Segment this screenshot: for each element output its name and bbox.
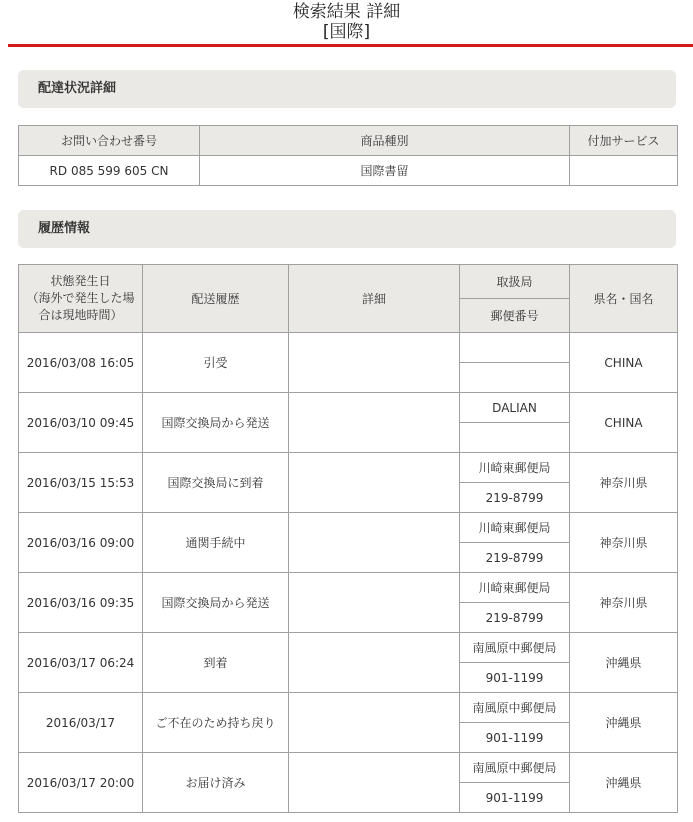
page-title: [0, 2, 693, 42]
summary-header-tracking: お問い合わせ番号: [19, 126, 200, 156]
history-postal-code: 219-8799: [460, 603, 570, 633]
history-region: 神奈川県: [570, 513, 678, 573]
history-header-status: 配送履歴: [143, 265, 289, 333]
history-postal-code: 901-1199: [460, 663, 570, 693]
history-header-date: 状態発生日 （海外で発生した場 合は現地時間）: [19, 265, 143, 333]
history-office: 南風原中郵便局: [460, 693, 570, 723]
history-status: 国際交換局に到着: [143, 453, 289, 513]
history-header-row: [19, 265, 678, 299]
history-table: [18, 264, 678, 813]
history-region: 神奈川県: [570, 573, 678, 633]
history-row: [19, 333, 678, 363]
history-status: ご不在のため持ち戻り: [143, 693, 289, 753]
history-office: DALIAN: [460, 393, 570, 423]
history-date: 2016/03/15 15:53: [19, 453, 143, 513]
history-date: 2016/03/17 20:00: [19, 753, 143, 813]
history-date: 2016/03/08 16:05: [19, 333, 143, 393]
history-postal-code: 219-8799: [460, 543, 570, 573]
history-header-region: 県名・国名: [570, 265, 678, 333]
summary-table: [18, 125, 678, 186]
history-row: [19, 633, 678, 663]
history-region: 沖縄県: [570, 633, 678, 693]
history-date: 2016/03/17 06:24: [19, 633, 143, 693]
additional-service: [570, 156, 678, 186]
history-row: [19, 573, 678, 603]
history-date: 2016/03/17: [19, 693, 143, 753]
history-detail: [289, 453, 460, 513]
summary-row: [19, 156, 678, 186]
history-status: 国際交換局から発送: [143, 393, 289, 453]
history-office: 南風原中郵便局: [460, 633, 570, 663]
history-detail: [289, 333, 460, 393]
history-office: 南風原中郵便局: [460, 753, 570, 783]
history-postal-code: 901-1199: [460, 783, 570, 813]
history-status: 引受: [143, 333, 289, 393]
history-office: 川崎東郵便局: [460, 453, 570, 483]
history-detail: [289, 393, 460, 453]
history-region: 沖縄県: [570, 693, 678, 753]
history-header-postal-code: 郵便番号: [460, 299, 570, 333]
history-row: [19, 693, 678, 723]
history-region: CHINA: [570, 333, 678, 393]
summary-header-service: 付加サービス: [570, 126, 678, 156]
page-title-main: 検索結果 詳細: [292, 2, 401, 22]
history-status: 国際交換局から発送: [143, 573, 289, 633]
history-region: 神奈川県: [570, 453, 678, 513]
header-divider: [8, 44, 693, 47]
history-date: 2016/03/16 09:35: [19, 573, 143, 633]
summary-header-type: 商品種別: [200, 126, 570, 156]
history-region: CHINA: [570, 393, 678, 453]
history-row: [19, 453, 678, 483]
history-office: 川崎東郵便局: [460, 513, 570, 543]
tracking-number: RD 085 599 605 CN: [19, 156, 200, 186]
history-detail: [289, 573, 460, 633]
page-title-sub: [国際]: [322, 22, 371, 42]
product-type: 国際書留: [200, 156, 570, 186]
history-status: 到着: [143, 633, 289, 693]
history-detail: [289, 753, 460, 813]
history-detail: [289, 693, 460, 753]
history-region: 沖縄県: [570, 753, 678, 813]
history-row: [19, 753, 678, 783]
history-header-detail: 詳細: [289, 265, 460, 333]
history-header-office: 取扱局: [460, 265, 570, 299]
history-row: [19, 393, 678, 423]
history-postal-code: [460, 423, 570, 453]
history-status: お届け済み: [143, 753, 289, 813]
history-detail: [289, 513, 460, 573]
history-office: 川崎東郵便局: [460, 573, 570, 603]
summary-header-row: [19, 126, 678, 156]
history-status: 通関手続中: [143, 513, 289, 573]
history-postal-code: 901-1199: [460, 723, 570, 753]
history-row: [19, 513, 678, 543]
history-office: [460, 333, 570, 363]
history-postal-code: 219-8799: [460, 483, 570, 513]
history-date: 2016/03/16 09:00: [19, 513, 143, 573]
history-postal-code: [460, 363, 570, 393]
history-detail: [289, 633, 460, 693]
section-header-history: 履歴情報: [18, 210, 676, 248]
history-date: 2016/03/10 09:45: [19, 393, 143, 453]
section-header-delivery: 配達状況詳細: [18, 70, 676, 108]
